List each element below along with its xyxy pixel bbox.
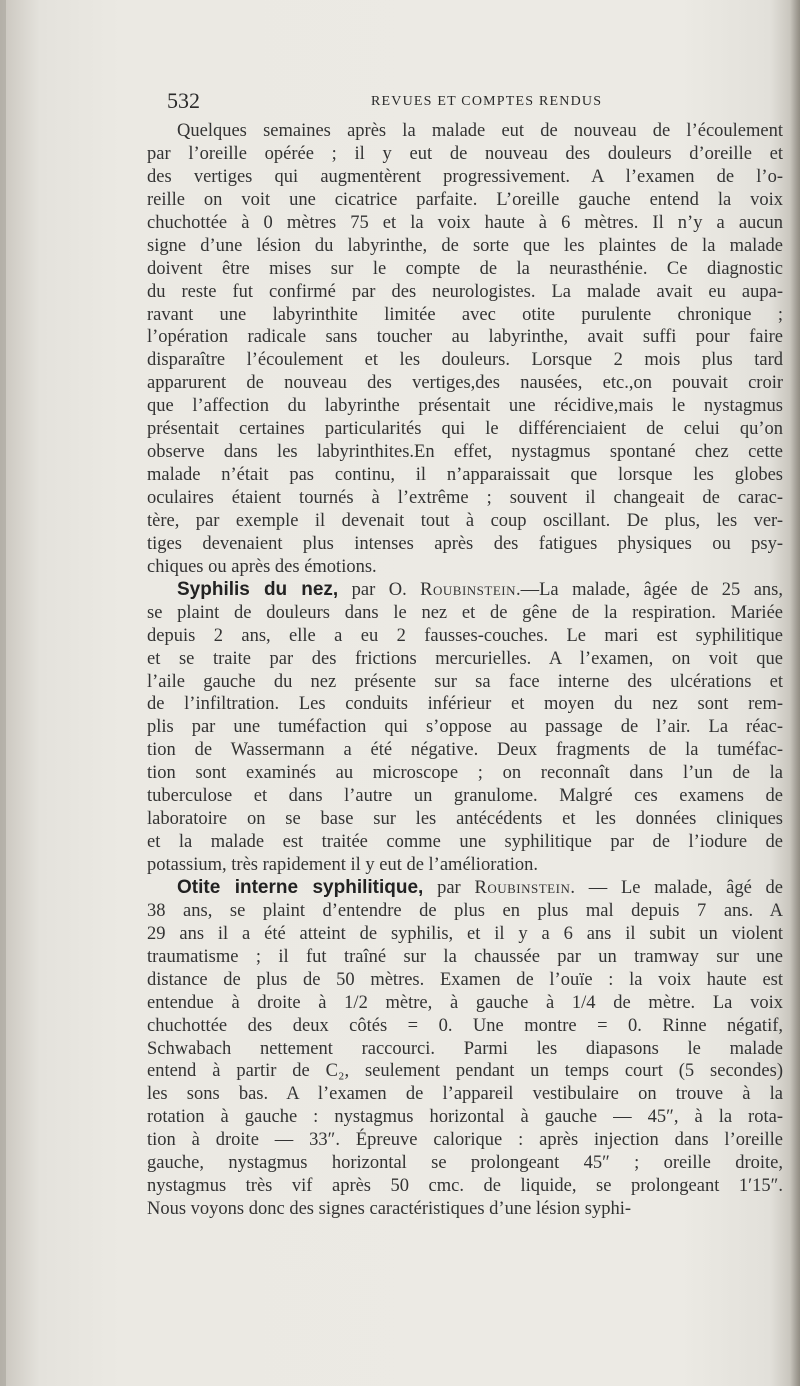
section-first-line	[147, 877, 783, 900]
text-line: tion de Wassermann a été négative. Deux fragments de la tuméfac-	[147, 740, 783, 761]
paragraph-neurasthenia-case	[147, 120, 783, 579]
text-line: et se traite par des frictions mercurielles. A l’examen, on voit que	[147, 648, 783, 669]
text-line: du reste fut confirmé par des neurologistes. La malade avait eu aupa-	[147, 281, 783, 302]
text-line: nystagmus très vif après 50 cmc. de liquide, se prolongeant 1′15″.	[147, 1176, 783, 1197]
text-line: par l’oreille opérée ; il y eut de nouveau des douleurs d’oreille et	[147, 143, 783, 164]
text-line: tiges devenaient plus intenses après des fatigues physiques ou psy-	[147, 533, 783, 554]
text-line: tion à droite — 33″. Épreuve calorique : après injection dans l’oreille	[147, 1130, 783, 1151]
page-number: 532	[167, 88, 200, 113]
text-line: les sons bas. A l’examen de l’appareil vestibulaire on trouve à la	[147, 1084, 783, 1105]
text-line: entend à partir de C₂, seulement pendant un temps court (5 secondes)	[147, 1061, 783, 1082]
text-line: plis par une tuméfaction qui s’oppose au passage de l’air. La réac-	[147, 717, 783, 738]
byline-lead: par O.	[338, 579, 421, 600]
text-line: apparurent de nouveau des vertiges,des nausées, etc.,on pouvait croir	[147, 373, 783, 394]
page-body	[147, 120, 783, 1221]
text-line: présentait certaines particularités qui le différenciaient de celui qu’on	[147, 419, 783, 440]
section-heading: Syphilis du nez,	[177, 578, 339, 600]
byline-lead: par	[423, 877, 475, 898]
text-line: tion sont examinés au microscope ; on reconnaît dans l’un de la	[147, 763, 783, 784]
text-line: 29 ans il a été atteint de syphilis, et il y a 6 ans il subit un violent	[147, 923, 783, 944]
text-line: potassium, très rapidement il y eut de l’amélioration.	[147, 855, 538, 875]
text-line: et la malade est traitée comme une syphilitique par de l’iodure de	[147, 832, 783, 853]
text-line: chiques ou après des émotions.	[147, 556, 377, 577]
page-header	[167, 86, 783, 116]
text-line: observe dans les labyrinthites.En effet, nystagmus spontané chez cette	[147, 442, 783, 463]
text-line: doivent être mises sur le compte de la neurasthénie. Ce diagnostic	[147, 258, 783, 279]
text-line: depuis 2 ans, elle a eu 2 fausses-couches. Le mari est syphilitique	[147, 625, 783, 646]
text-line: l’aile gauche du nez présente sur sa face interne des ulcérations et	[147, 671, 783, 692]
section-otite-interne-syphilitique	[147, 877, 783, 1221]
text-line: tère, par exemple il devenait tout à coup oscillant. De plus, les ver-	[147, 510, 783, 531]
running-head: REVUES ET COMPTES RENDUS	[371, 94, 603, 109]
text-line: ravant une labyrinthite limitée avec otite purulente chronique ;	[147, 304, 783, 325]
text-line: chuchottée à 0 mètres 75 et la voix haute à 6 mètres. Il n’y a aucun	[147, 212, 783, 233]
section-syphilis-du-nez	[147, 579, 783, 877]
text-line: oculaires étaient tournés à l’extrême ; souvent il changeait de carac-	[147, 488, 783, 508]
text-run: . — Le malade, âgé de	[570, 877, 784, 898]
text-line: Schwabach nettement raccourci. Parmi les diapasons le malade	[147, 1038, 783, 1059]
text-line: disparaître l’écoulement et les douleurs. Lorsque 2 mois plus tard	[147, 350, 783, 371]
text-run: .—La malade, âgée de 25 ans,	[516, 579, 784, 600]
text-line: tuberculose et dans l’autre un granulome. Malgré ces examens de	[147, 786, 783, 807]
text-line: que l’affection du labyrinthe présentait une récidive,mais le nystagmus	[147, 396, 783, 417]
text-line: des vertiges qui augmentèrent progressivement. A l’examen de l’o-	[147, 166, 783, 187]
text-line: malade n’était pas continu, il n’apparaissait que lorsque les globes	[147, 465, 783, 486]
text-line: traumatisme ; il fut traîné sur la chaussée par un tramway sur une	[147, 946, 783, 967]
section-heading: Otite interne syphilitique,	[177, 876, 424, 898]
author-name: Roubinstein	[420, 579, 516, 600]
text-line: reille on voit une cicatrice parfaite. L’oreille gauche entend la voix	[147, 189, 783, 210]
text-line: Quelques semaines après la malade eut de nouveau de l’écoulement	[177, 121, 783, 141]
text-line: de l’infiltration. Les conduits inférieur et moyen du nez sont rem-	[147, 694, 783, 715]
text-line: se plaint de douleurs dans le nez et de gêne de la respiration. Mariée	[147, 602, 783, 623]
text-line: laboratoire on se base sur les antécédents et les données cliniques	[147, 809, 783, 830]
text-line: signe d’une lésion du labyrinthe, de sorte que les plaintes de la malade	[147, 235, 783, 256]
text-line: 38 ans, se plaint d’entendre de plus en plus mal depuis 7 ans. A	[147, 900, 783, 921]
text-line: rotation à gauche : nystagmus horizontal à gauche — 45″, à la rota-	[147, 1107, 783, 1128]
author-name: Roubinstein	[474, 877, 571, 898]
text-line: Nous voyons donc des signes caractéristiques d’une lésion syphi-	[147, 1199, 631, 1220]
section-first-line	[147, 579, 783, 602]
text-line: distance de plus de 50 mètres. Examen de l’ouïe : la voix haute est	[147, 969, 783, 990]
text-line: gauche, nystagmus horizontal se prolongeant 45″ ; oreille droite,	[147, 1153, 783, 1174]
text-line: l’opération radicale sans toucher au labyrinthe, avait suffi pour faire	[147, 327, 783, 348]
text-line: entendue à droite à 1/2 mètre, à gauche à 1/4 de mètre. La voix	[147, 992, 783, 1013]
text-line: chuchottée des deux côtés = 0. Une montre = 0. Rinne négatif,	[147, 1015, 783, 1036]
